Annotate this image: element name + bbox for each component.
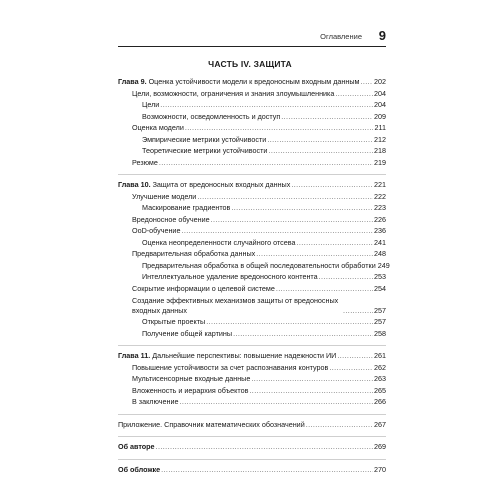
leader-dots — [281, 111, 373, 123]
page-ref: 223 — [374, 203, 386, 212]
entry-title: Цели — [142, 100, 160, 109]
chapter-title: Защита от вредоносных входных данных — [150, 180, 291, 189]
entry-title: Приложение. Справочник математических обозначений — [118, 419, 305, 429]
page-ref: 212 — [374, 134, 386, 144]
page-ref: 265 — [374, 385, 386, 395]
leader-dots — [197, 191, 373, 203]
page-ref: 253 — [374, 272, 386, 281]
leader-dots — [268, 145, 373, 157]
entry-title: Улучшение модели — [132, 191, 197, 201]
toc-entry[interactable] — [118, 202, 386, 214]
entry-title: OoD-обучение — [132, 226, 181, 235]
chapter-number: Глава 11. — [118, 351, 151, 360]
entry-title: Получение общей картины — [142, 328, 233, 338]
leader-dots — [161, 464, 373, 476]
section-divider — [118, 339, 386, 346]
page-ref: 257 — [374, 317, 386, 326]
page-ref: 262 — [374, 362, 386, 372]
toc-entry[interactable] — [118, 122, 386, 134]
leader-dots — [337, 350, 373, 362]
toc-entry[interactable] — [118, 134, 386, 146]
page-ref: 204 — [374, 88, 386, 98]
part-title: ЧАСТЬ IV. ЗАЩИТА — [208, 59, 292, 69]
entry-title: Теоретические метрики устойчивости — [142, 146, 268, 155]
leader-dots — [360, 76, 373, 88]
leader-dots — [185, 122, 373, 134]
leader-dots — [211, 214, 373, 226]
leader-dots — [249, 385, 373, 397]
toc-about-cover[interactable] — [118, 464, 386, 476]
section-divider — [118, 408, 386, 415]
page-header — [118, 28, 386, 47]
toc-entry[interactable] — [118, 225, 386, 237]
leader-dots — [329, 362, 373, 374]
section-divider — [118, 168, 386, 175]
page-ref: 269 — [374, 442, 386, 451]
page-ref: 241 — [374, 237, 386, 247]
toc-entry[interactable] — [118, 111, 386, 123]
chapter-number: Глава 10. — [118, 180, 151, 189]
page-ref: 254 — [374, 283, 386, 293]
entry-title: Эмпирические метрики устойчивости — [142, 134, 267, 144]
leader-dots — [160, 99, 373, 111]
toc-entry[interactable] — [118, 88, 386, 100]
section-divider — [118, 430, 386, 437]
leader-dots — [276, 283, 373, 295]
table-of-contents — [118, 76, 390, 475]
entry-title: Вредоносное обучение — [132, 214, 210, 224]
leader-dots — [256, 248, 373, 260]
toc-entry[interactable] — [118, 396, 386, 408]
toc-entry[interactable] — [118, 260, 390, 272]
page-ref: 267 — [374, 419, 386, 429]
chapter-number: Глава 9. — [118, 77, 147, 86]
leader-dots — [251, 373, 373, 385]
chapter-title: Дальнейшие перспективы: повышение надежности ИИ — [150, 351, 337, 360]
leader-dots — [181, 225, 373, 237]
toc-entry[interactable] — [118, 99, 386, 111]
entry-title: Интеллектуальное удаление вредоносного контента — [142, 272, 318, 281]
leader-dots — [159, 157, 373, 169]
leader-dots — [297, 237, 374, 249]
toc-about-author[interactable] — [118, 441, 386, 453]
toc-entry[interactable] — [118, 283, 386, 295]
entry-title: Об обложке — [118, 464, 161, 474]
page-number: 9 — [378, 28, 386, 43]
toc-entry[interactable] — [118, 214, 386, 226]
leader-dots — [206, 316, 373, 328]
chapter-title: Оценка устойчивости модели к вредоносным входным данным — [146, 77, 360, 86]
entry-title: Об авторе — [118, 442, 155, 451]
page-ref: 221 — [374, 180, 386, 189]
entry-title: Открытые проекты — [142, 317, 206, 326]
page-ref: 218 — [374, 146, 386, 155]
entry-title: Повышение устойчивости за счет распознавания контуров — [132, 362, 329, 372]
toc-entry[interactable] — [118, 237, 386, 249]
toc-entry[interactable] — [118, 271, 386, 283]
entry-title: Резюме — [132, 157, 158, 167]
toc-chapter-11[interactable] — [118, 350, 386, 362]
leader-dots — [343, 305, 373, 317]
toc-entry[interactable] — [118, 145, 386, 157]
entry-title: Вложенность и иерархия объектов — [132, 385, 249, 395]
page-ref: 261 — [374, 351, 386, 360]
leader-dots — [179, 396, 373, 408]
toc-entry[interactable] — [118, 248, 386, 260]
entry-title: Предварительная обработка в общей последовательности обработки — [142, 260, 376, 270]
page-ref: 222 — [374, 191, 386, 201]
toc-entry[interactable] — [118, 157, 386, 169]
section-divider — [118, 453, 386, 460]
page-ref: 211 — [374, 123, 386, 132]
leader-dots — [231, 202, 373, 214]
page-ref: 226 — [374, 214, 386, 224]
leader-dots — [335, 88, 373, 100]
toc-entry[interactable] — [118, 385, 386, 397]
toc-entry[interactable] — [118, 316, 386, 328]
entry-title: Маскирование градиентов — [142, 203, 231, 212]
leader-dots — [291, 179, 373, 191]
page-ref: 202 — [374, 77, 386, 86]
toc-entry[interactable] — [118, 373, 386, 385]
page-ref: 258 — [374, 328, 386, 338]
entry-title: Сокрытие информации о целевой системе — [132, 283, 275, 293]
page-ref: 219 — [374, 157, 386, 167]
entry-title: Предварительная обработка данных — [132, 249, 256, 258]
toc-chapter-10[interactable] — [118, 179, 386, 191]
entry-title: Оценка неопределенности случайного отсева — [142, 237, 296, 247]
entry-title: Возможности, осведомленность и доступ — [142, 111, 281, 121]
page-ref: 209 — [374, 111, 386, 121]
page-ref: 266 — [374, 397, 386, 406]
toc-entry[interactable] — [118, 362, 386, 374]
entry-title: В заключение — [132, 397, 179, 406]
toc-entry[interactable] — [118, 328, 386, 340]
toc-chapter-9[interactable] — [118, 76, 386, 88]
page-ref: 257 — [374, 305, 386, 315]
entry-title: Оценка модели — [132, 123, 184, 132]
leader-dots — [156, 441, 373, 453]
running-title: Оглавление — [320, 32, 362, 41]
leader-dots — [306, 419, 373, 431]
page-ref: 236 — [374, 226, 386, 235]
leader-dots — [267, 134, 373, 146]
page-ref: 270 — [374, 464, 386, 474]
leader-dots — [233, 328, 373, 340]
entry-title: Мультисенсорные входные данные — [132, 374, 251, 383]
page-ref: 248 — [374, 249, 386, 258]
toc-entry[interactable] — [118, 294, 386, 316]
entry-title: Цели, возможности, ограничения и знания злоумышленника — [132, 88, 335, 98]
leader-dots — [319, 271, 373, 283]
toc-appendix[interactable] — [118, 419, 386, 431]
entry-title: Создание эффективных механизмов защиты от вредоносных входных данных — [132, 296, 339, 315]
toc-entry[interactable] — [118, 191, 386, 203]
page-ref: 204 — [374, 100, 386, 109]
page-ref: 263 — [374, 374, 386, 383]
page-ref: 249 — [377, 260, 390, 270]
